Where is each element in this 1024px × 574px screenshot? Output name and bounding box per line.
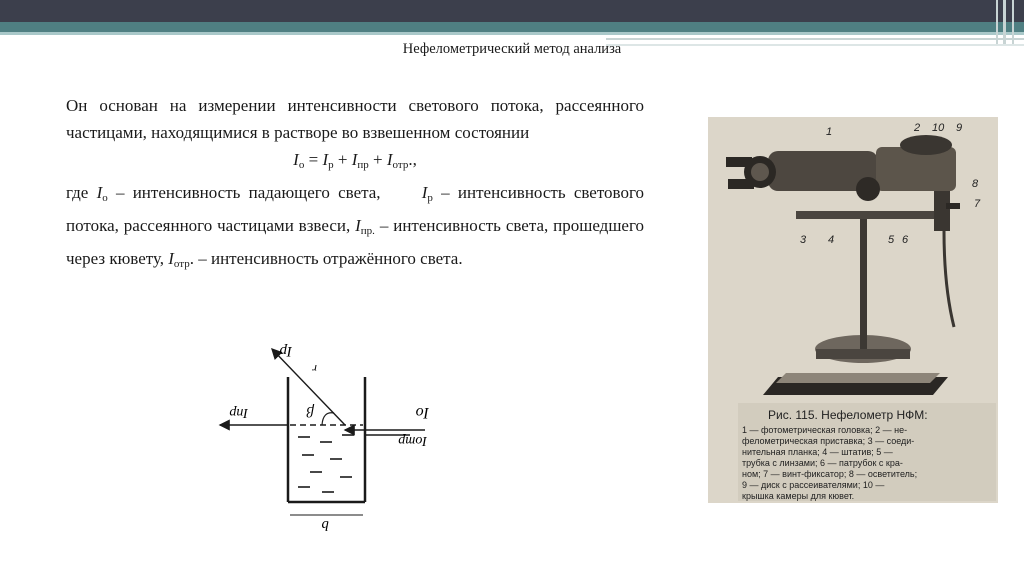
light-scattering-diagram xyxy=(210,337,460,537)
intro-paragraph: Он основан на измерении интенсивности светового потока, рассеянного частицами, находящимися в растворе во взвешенном состоянии xyxy=(66,96,644,142)
callout-1: 1 xyxy=(826,126,833,138)
slide-title: Нефелометрический метод анализа xyxy=(402,41,622,57)
label-b: b xyxy=(321,517,329,533)
callout-9: 9 xyxy=(956,122,963,134)
label-r: r xyxy=(312,362,317,376)
label-beta: β xyxy=(306,403,314,419)
caption-title: Рис. 115. Нефелометр НФМ: xyxy=(768,408,928,422)
particles xyxy=(298,435,354,492)
connector-bar xyxy=(796,211,946,219)
lens-tube xyxy=(934,191,950,231)
svg-text:ном; 7 — винт-фиксатор; 8 — ос: ном; 7 — винт-фиксатор; 8 — осветитель; xyxy=(742,469,918,479)
callout-3: 3 xyxy=(800,234,807,246)
body-text xyxy=(66,92,644,278)
nephelometer-illustration xyxy=(708,117,998,503)
definitions-paragraph: где $I_о$ – интенсивность падающего света, $I_р$ – интенсивность светового потока, рассеянного частицами взвеси, $I_{пр.}$ – интенсивность света, прошедшего через кювету, $I_{отр}$. – интенсивность отражённого света. xyxy=(66,183,645,270)
svg-text:крышка камеры для кювет.: крышка камеры для кювет. xyxy=(742,491,855,501)
callout-6: 6 xyxy=(902,234,909,246)
callout-7: 7 xyxy=(974,198,981,210)
nephelometer-figure xyxy=(708,117,998,503)
callout-2: 2 xyxy=(914,122,921,134)
svg-text:1 — фотометрическая головка; 2: 1 — фотометрическая головка; 2 — не- xyxy=(742,425,908,435)
label-Iotr: Iотр xyxy=(398,433,427,448)
stand-rod xyxy=(860,219,867,349)
top-bar-stripe xyxy=(0,32,1024,35)
decor-line xyxy=(606,38,1024,40)
svg-text:9 — диск с рассеивателями; 10: 9 — диск с рассеивателями; 10 — xyxy=(742,480,885,490)
svg-text:нительная планка; 4 — штатив;: нительная планка; 4 — штатив; 5 — xyxy=(742,447,893,457)
label-Io: Io xyxy=(415,404,429,421)
callout-4: 4 xyxy=(828,234,835,246)
label-Ip: Iр xyxy=(279,343,292,359)
callout-5: 5 xyxy=(888,234,895,246)
top-bar xyxy=(0,0,1024,22)
top-bar-accent xyxy=(0,22,1024,32)
callout-8: 8 xyxy=(972,178,979,190)
callout-10: 10 xyxy=(932,122,945,134)
label-Ipr: Iпр xyxy=(229,405,248,420)
svg-text:фелометрическая приставка; 3 —: фелометрическая приставка; 3 — соеди- xyxy=(742,436,915,446)
angle-arc xyxy=(322,413,334,425)
svg-text:трубка с линзами; 6 — патрубок: трубка с линзами; 6 — патрубок с кра- xyxy=(742,458,903,468)
formula: $I_о = I_р + I_{пр} + I_{отр}$., xyxy=(293,150,417,171)
